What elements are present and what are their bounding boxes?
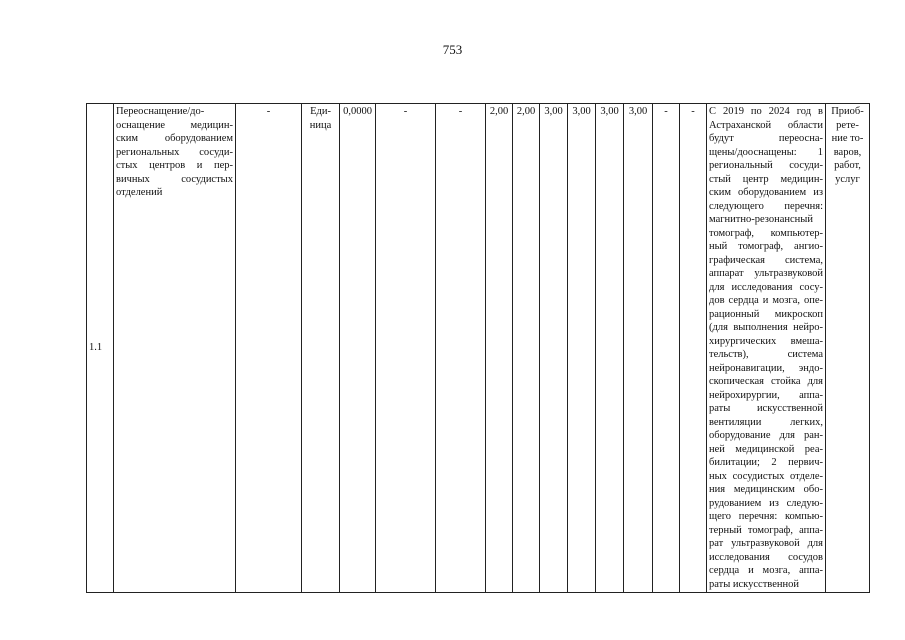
description-line: рат ультразвуковой для [709, 538, 823, 549]
description-line: нейронавигации, эндо- [709, 362, 823, 374]
description-line: раты искусственной [709, 403, 823, 414]
description-line: магнитно-резонансный [709, 214, 813, 225]
measure-name-line: ским оборудованием [116, 133, 233, 144]
description-line: С 2019 по 2024 год в [709, 106, 823, 117]
description-line: нейрохирургии, аппа- [709, 389, 823, 401]
description-line: вентиляции легких, [709, 416, 823, 428]
value-2021: 3,00 [540, 104, 568, 593]
description-line: рудованием из следую- [709, 497, 823, 509]
description-line: ния медицинским обо- [709, 484, 823, 495]
description-line: исследования сосудов [709, 551, 823, 563]
description-line: рационный микроскоп [709, 308, 823, 320]
description-line: хирургических вмеша- [709, 335, 823, 347]
value-2024: 3,00 [624, 104, 653, 593]
description-line: тельств), система [709, 349, 823, 360]
value-2019: 2,00 [486, 104, 513, 593]
unit-line: Еди- [310, 106, 331, 117]
description-line: томограф, компьютер- [709, 227, 823, 239]
measure-name-line: стых центров и пер- [116, 160, 233, 171]
unit-cell [302, 104, 340, 593]
description-line: оборудование для ран- [709, 430, 823, 441]
description-cell [707, 104, 826, 593]
description-line: (для выполнения нейро- [709, 322, 823, 333]
description-line: будут переосна- [709, 133, 823, 144]
table-row [87, 104, 870, 593]
dash-cell: - [236, 104, 302, 593]
dash-cell: - [653, 104, 680, 593]
dash-cell: - [436, 104, 486, 593]
type-cell [826, 104, 870, 593]
description-line: ных сосудистых отделе- [709, 470, 823, 482]
description-line: раты искусственной [709, 578, 799, 590]
unit-line: ница [309, 119, 332, 131]
type-line: Приоб- [831, 106, 864, 117]
description-line: билитации; 2 первич- [709, 457, 823, 468]
dash-cell: - [680, 104, 707, 593]
description-line: аппарат ультразвуковой [709, 268, 823, 279]
measure-name-line: региональных сосуди- [116, 146, 233, 158]
document-table [86, 103, 870, 593]
value-2020: 2,00 [513, 104, 540, 593]
type-line: услуг [835, 173, 860, 185]
description-line: графическая система, [709, 254, 823, 266]
description-line: скопическая стойка для [709, 376, 823, 387]
description-line: стый центр медицин- [709, 173, 823, 185]
measure-name [114, 104, 236, 593]
type-line: работ, [834, 160, 861, 171]
value-2022: 3,00 [568, 104, 596, 593]
type-line: варов, [833, 146, 862, 158]
page-number: 753 [442, 42, 463, 57]
description-line: следующего перечня: [709, 200, 823, 212]
type-line: ние то- [831, 133, 864, 144]
value-2023: 3,00 [596, 104, 624, 593]
dash-cell: - [376, 104, 436, 593]
description-line: щего перечня: компью- [709, 511, 823, 522]
description-line: Астраханской области [709, 119, 823, 131]
description-line: ней медицинской реа- [709, 443, 823, 455]
row-number: 1.1 [87, 104, 114, 593]
measure-name-line: Переоснащение/до- [116, 106, 205, 117]
description-line: ный томограф, ангио- [709, 241, 823, 252]
description-line: региональный сосуди- [709, 160, 823, 171]
description-line: терный томограф, аппа- [709, 524, 823, 536]
description-line: дов сердца и мозга, опе- [709, 295, 823, 306]
measure-name-line: вичных сосудистых [116, 173, 233, 185]
type-line: рете- [836, 119, 859, 131]
description-line: для исследования сосу- [709, 281, 823, 293]
measure-name-line: отделений [116, 187, 163, 198]
measure-name-line: оснащение медицин- [116, 119, 233, 131]
description-line: щены/дооснащены: 1 [709, 146, 823, 158]
base-value: 0,0000 [340, 104, 376, 593]
description-line: сердца и мозга, аппа- [709, 565, 823, 576]
description-line: ским оборудованием из [709, 187, 823, 198]
